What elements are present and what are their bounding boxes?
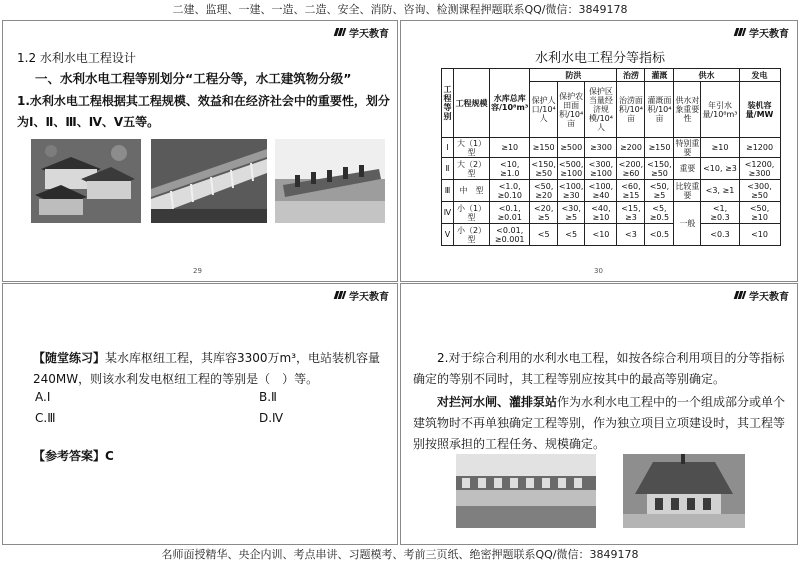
cell-farm: <5 <box>557 224 585 246</box>
logo-text: 学天教育 <box>749 28 789 40</box>
header-protect-econ: 保护区当量经济规模/10⁴人 <box>585 82 617 138</box>
option-d: D.Ⅳ <box>259 411 284 425</box>
pump-station-photo <box>623 454 745 528</box>
cell-power: ≥1200 <box>739 138 780 158</box>
header-annual-supply: 年引水量/10⁸m³ <box>701 82 739 138</box>
logo-mark-icon <box>734 290 746 300</box>
cell-capacity: <0.1, ≥0.01 <box>490 202 530 224</box>
cell-scale: 大（2）型 <box>454 158 490 180</box>
body-text: 1.水利水电工程根据其工程规模、效益和在经济社会中的重要性，划分为Ⅰ、Ⅱ、Ⅲ、Ⅳ、Ⅴ五等。 <box>17 94 390 129</box>
logo-mark-icon <box>334 27 346 37</box>
cell-grade: Ⅴ <box>442 224 454 246</box>
cell-waterlog: <15, ≥3 <box>617 202 645 224</box>
answer-label: 【参考答案】 <box>33 449 106 463</box>
cell-scale: 中 型 <box>454 180 490 202</box>
header-flood: 防洪 <box>530 69 617 82</box>
table-row <box>442 202 781 224</box>
header-supply-obj: 供水对象重要性 <box>674 82 701 138</box>
cell-pop: <50, ≥20 <box>530 180 558 202</box>
header-irrig-area: 灌溉面积/10⁴亩 <box>645 82 674 138</box>
cell-capacity: <1.0, ≥0.10 <box>490 180 530 202</box>
paragraph-2-text: 作为水利水电工程中的一个组成部分或单个建筑物时不再单独确定工程等别，作为独立项目立项建设时，其工程等别按照承担的工程任务、规模确定。 <box>413 395 786 451</box>
cell-pop: ≥150 <box>530 138 558 158</box>
paragraph-2 <box>413 392 789 455</box>
table-row <box>442 180 781 202</box>
header-grade: 工程等别 <box>442 69 454 138</box>
header-scale: 工程规模 <box>454 69 490 138</box>
cell-capacity: <0.01, ≥0.001 <box>490 224 530 246</box>
cell-scale: 大（1）型 <box>454 138 490 158</box>
cell-annual: <1, ≥0.3 <box>701 202 739 224</box>
cell-annual: <10, ≥3 <box>701 158 739 180</box>
header-waterlog: 治涝 <box>617 69 645 82</box>
cell-grade: Ⅳ <box>442 202 454 224</box>
cell-power: <50, ≥10 <box>739 202 780 224</box>
cell-scale: 小（1）型 <box>454 202 490 224</box>
table-title: 水利水电工程分等指标 <box>534 51 665 66</box>
logo <box>334 25 389 39</box>
slide-30 <box>400 20 798 282</box>
cell-econ: <100, ≥40 <box>585 180 617 202</box>
page-number: 29 <box>193 267 202 275</box>
table-row <box>442 224 781 246</box>
question-text: 某水库枢纽工程，其库容3300万m³，电站装机容量240MW，则该水利发电枢纽工程的等别是（ ）等。 <box>33 351 381 386</box>
answer-value: C <box>105 449 114 463</box>
logo-mark-icon <box>334 290 346 300</box>
cell-supply: 比较重要 <box>675 181 700 200</box>
header-waterlog-area: 治涝面积/10⁴亩 <box>617 82 645 138</box>
cell-capacity: <10, ≥1.0 <box>490 158 530 180</box>
header-capacity: 水库总库容/10⁸m³ <box>490 69 530 138</box>
cell-irrig: <5, ≥0.5 <box>645 202 674 224</box>
cell-irrig: <0.5 <box>645 224 674 246</box>
cell-waterlog: <200, ≥60 <box>618 159 644 178</box>
cell-supply: 重要 <box>674 158 701 180</box>
logo-text: 学天教育 <box>349 28 389 40</box>
header-protect-pop: 保护人口/10⁴人 <box>530 82 558 138</box>
ship-lock-photo <box>151 139 267 223</box>
slide-29 <box>2 20 398 282</box>
cell-annual: <0.3 <box>701 224 739 246</box>
cell-supply: 特别重要 <box>675 138 700 157</box>
cell-capacity: ≥10 <box>490 138 530 158</box>
cell-annual: <3, ≥1 <box>701 180 739 202</box>
hydro-building-photo <box>31 139 141 223</box>
cell-power: <10 <box>739 224 780 246</box>
page-number: 30 <box>594 267 603 275</box>
section-subheading: 一、水利水电工程等别划分“工程分等，水工建筑物分级” <box>35 71 352 86</box>
cell-pop: <20, ≥5 <box>530 202 558 224</box>
cell-farm: <500, ≥100 <box>558 159 584 178</box>
river-sluice-photo <box>456 454 596 528</box>
header-installed: 装机容量/MW <box>739 82 780 138</box>
sluice-gate-photo <box>275 139 385 223</box>
logo <box>334 288 389 302</box>
cell-econ: ≥300 <box>585 138 617 158</box>
cell-scale: 小（2）型 <box>454 224 490 246</box>
paragraph-2-bold: 对拦河水闸、灌排泵站 <box>437 395 558 409</box>
cell-irrig: <150, ≥50 <box>645 158 674 180</box>
option-b: B.Ⅱ <box>259 390 277 404</box>
bottom-banner: 名师面授精华、央企内训、考点串讲、习题模考、考前三页纸、绝密押题联系QQ/微信：3849178 <box>161 548 639 561</box>
cell-pop: <150, ≥50 <box>531 159 556 178</box>
cell-econ: <300, ≥100 <box>585 158 617 180</box>
cell-farm: <30, ≥5 <box>557 202 585 224</box>
reference-answer <box>33 447 114 464</box>
cell-grade: Ⅲ <box>442 180 454 202</box>
cell-grade: Ⅱ <box>442 158 454 180</box>
cell-waterlog: <60, ≥15 <box>617 180 645 202</box>
header-irrigation: 灌溉 <box>645 69 674 82</box>
option-c: C.Ⅲ <box>35 411 56 425</box>
cell-farm: ≥500 <box>557 138 585 158</box>
option-a: A.Ⅰ <box>35 390 51 404</box>
cell-farm: <100, ≥30 <box>558 181 584 200</box>
cell-annual: ≥10 <box>701 138 739 158</box>
practice-question <box>33 348 385 390</box>
cell-econ: <40, ≥10 <box>585 202 617 224</box>
cell-waterlog: <3 <box>617 224 645 246</box>
table-row <box>442 158 781 180</box>
logo-text: 学天教育 <box>749 291 789 303</box>
cell-irrig: ≥150 <box>645 138 674 158</box>
slide-comprehensive <box>400 283 798 545</box>
slide-practice <box>2 283 398 545</box>
logo <box>734 25 789 39</box>
cell-irrig: <50, ≥5 <box>645 180 674 202</box>
cell-power: <1200, ≥300 <box>739 158 780 180</box>
header-supply: 供水 <box>674 69 739 82</box>
header-protect-farm: 保护农田面积/10⁴亩 <box>557 82 585 138</box>
section-heading: 1.2 水利水电工程设计 <box>17 51 136 65</box>
practice-label: 【随堂练习】 <box>33 351 106 365</box>
header-power: 发电 <box>739 69 780 82</box>
cell-supply: 一般 <box>674 202 701 246</box>
top-banner: 二建、监理、一建、一造、二造、安全、消防、咨询、检测课程押题联系QQ/微信：3849178 <box>172 3 628 16</box>
logo-text: 学天教育 <box>349 291 389 303</box>
cell-power: <300, ≥50 <box>739 180 780 202</box>
cell-grade: Ⅰ <box>442 138 454 158</box>
grade-indicator-table <box>441 68 781 246</box>
logo <box>734 288 789 302</box>
paragraph-1: 2.对于综合利用的水利水电工程，如按各综合利用项目的分等指标确定的等别不同时，其工程等别应按其中的最高等别确定。 <box>413 351 785 386</box>
cell-waterlog: ≥200 <box>617 138 645 158</box>
cell-pop: <5 <box>530 224 558 246</box>
logo-mark-icon <box>734 27 746 37</box>
cell-econ: <10 <box>585 224 617 246</box>
table-row <box>442 138 781 158</box>
